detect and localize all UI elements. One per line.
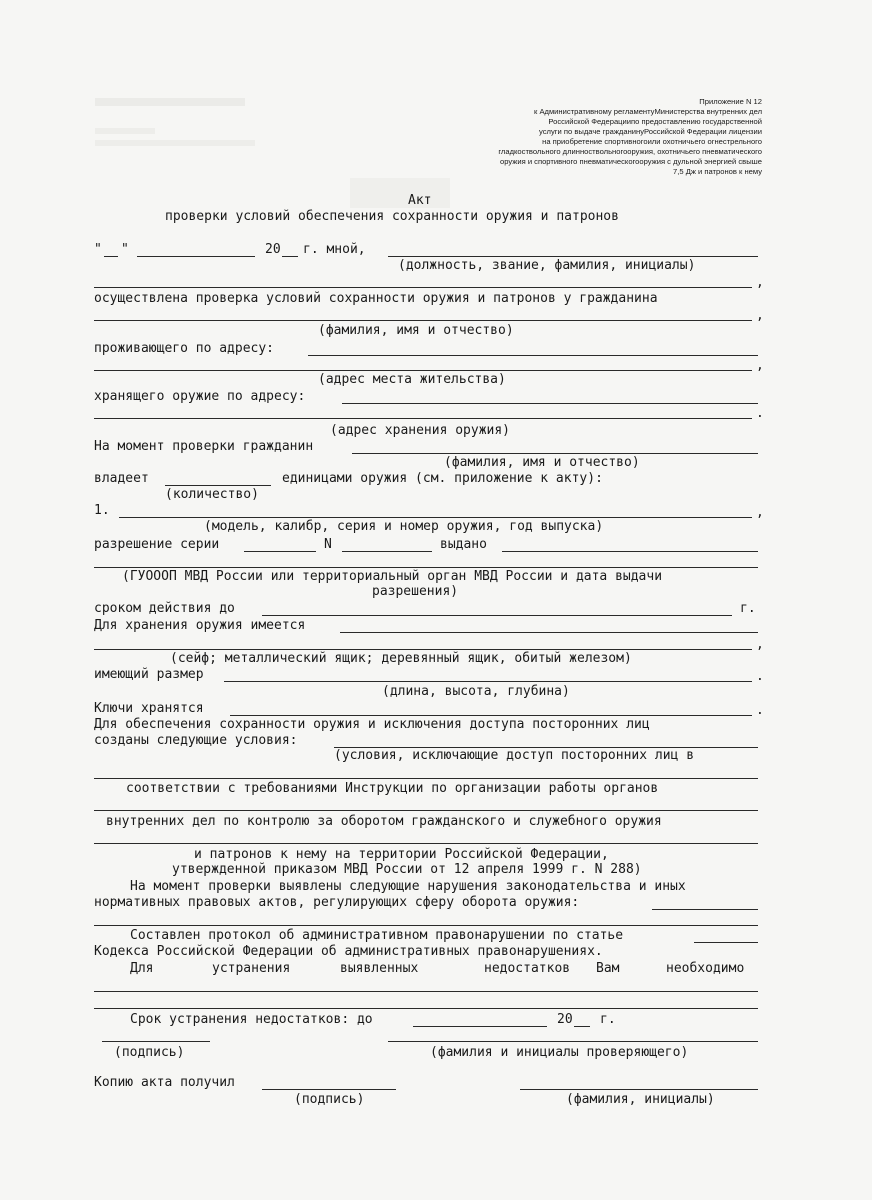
hint-conditions-5: утвержденной приказом МВД России от 12 апреля 1999 г. N 288) xyxy=(172,862,642,877)
owns-label: владеет xyxy=(94,471,149,486)
storage-address-field[interactable] xyxy=(342,403,758,404)
citizen-name-field[interactable] xyxy=(352,453,758,454)
comma-1: , xyxy=(756,275,764,290)
permit-series-label: разрешение серии xyxy=(94,537,220,552)
hint-conditions-2: соответствии с требованиями Инструкции по организации работы органов xyxy=(126,781,659,796)
deadline-year-prefix: 20 xyxy=(557,1012,573,1027)
residence-field[interactable] xyxy=(308,355,758,356)
conditions-field-2[interactable] xyxy=(94,778,758,779)
hint-signature-2: (подпись) xyxy=(294,1092,365,1107)
hint-issuer-1: (ГУОООП МВД России или территориальный орган МВД России и дата выдачи xyxy=(122,569,663,584)
permit-number-field[interactable] xyxy=(342,551,432,552)
hint-quantity: (количество) xyxy=(165,487,259,502)
deadline-label: Срок устранения недостатков: до xyxy=(130,1012,373,1027)
fix-field-1[interactable] xyxy=(94,991,758,992)
appendix-header xyxy=(452,97,762,177)
hint-conditions-3: внутренних дел по контролю за оборотом гражданского и служебного оружия xyxy=(106,814,662,829)
document-title: Акт xyxy=(408,193,432,208)
violations-field-cont[interactable] xyxy=(94,925,758,926)
appendix-line: Приложение N 12 xyxy=(699,97,762,106)
appendix-line: на приобретение спортивногоили охотничьего огнестрельного xyxy=(542,137,762,146)
issuer-field[interactable] xyxy=(502,551,758,552)
date-suffix: г. мной, xyxy=(303,242,366,257)
fix-word: Вам xyxy=(596,961,620,976)
fix-field-2[interactable] xyxy=(94,1008,758,1009)
security-line-2: созданы следующие условия: xyxy=(94,733,298,748)
violations-field[interactable] xyxy=(652,909,758,910)
hint-safe: (сейф; металлический ящик; деревянный ящик, обитый железом) xyxy=(170,651,632,666)
comma-2: , xyxy=(756,308,764,323)
hint-position: (должность, звание, фамилия, инициалы) xyxy=(398,258,696,273)
residence-field-cont[interactable] xyxy=(94,370,752,371)
bleed-through-stamp xyxy=(350,178,450,208)
appendix-line: 7,5 Дж и патронов к нему xyxy=(673,167,762,176)
hint-residence: (адрес места жительства) xyxy=(318,372,506,387)
fix-word: Для xyxy=(130,961,154,976)
deadline-date-field[interactable] xyxy=(413,1026,547,1027)
storing-address-label: хранящего оружие по адресу: xyxy=(94,389,306,404)
valid-until-field[interactable] xyxy=(262,615,732,616)
period-3: . xyxy=(756,703,764,718)
valid-until-year: г. xyxy=(740,601,756,616)
protocol-line-2: Кодекса Российской Федерации об административных правонарушениях. xyxy=(94,944,603,959)
day-field[interactable] xyxy=(104,256,118,257)
year-prefix: 20 xyxy=(265,242,281,257)
inspector-field-cont[interactable] xyxy=(94,287,752,288)
units-label: единицами оружия (см. приложение к акту): xyxy=(282,471,603,486)
appendix-line: Российской Федерациипо предоставлению государственной xyxy=(548,117,762,126)
period-2: . xyxy=(756,669,764,684)
at-moment-label: На момент проверки гражданин xyxy=(94,439,314,454)
hint-signature: (подпись) xyxy=(114,1045,185,1060)
recipient-signature-field[interactable] xyxy=(262,1089,396,1090)
hint-conditions-1: (условия, исключающие доступ посторонних лиц в xyxy=(334,748,695,763)
date-quote-close: " xyxy=(121,242,129,257)
hint-inspector: (фамилия и инициалы проверяющего) xyxy=(430,1045,689,1060)
having-size-label: имеющий размер xyxy=(94,667,204,682)
hint-fio-short: (фамилия, инициалы) xyxy=(566,1092,715,1107)
violations-line-1: На момент проверки выявлены следующие нарушения законодательства и иных xyxy=(130,879,686,894)
copy-received-label: Копию акта получил xyxy=(94,1075,235,1090)
appendix-line: гладкоствольного длинноствольногооружия, охотничьего пневматического xyxy=(498,147,762,156)
quantity-field[interactable] xyxy=(165,485,271,486)
comma-5: , xyxy=(756,637,764,652)
document-subtitle: проверки условий обеспечения сохранности оружия и патронов xyxy=(165,209,619,224)
signature-field[interactable] xyxy=(102,1041,210,1042)
weapon-field[interactable] xyxy=(119,517,752,518)
hint-fio2: (фамилия, имя и отчество) xyxy=(444,455,640,470)
appendix-line: к Административному регламентуМинистерства внутренних дел xyxy=(534,107,762,116)
keys-field[interactable] xyxy=(230,715,752,716)
item-1-label: 1. xyxy=(94,503,110,518)
permit-n-label: N xyxy=(324,537,332,552)
hint-conditions-4: и патронов к нему на территории Российской Федерации, xyxy=(194,847,609,862)
security-line-1: Для обеспечения сохранности оружия и исключения доступа посторонних лиц xyxy=(94,717,650,732)
size-field[interactable] xyxy=(224,681,752,682)
citizen-field[interactable] xyxy=(94,320,752,321)
inspector-name-field[interactable] xyxy=(388,1041,758,1042)
inspection-done-label: осуществлена проверка условий сохранности оружия и патронов у гражданина xyxy=(94,291,658,306)
hint-issuer-2: разрешения) xyxy=(372,584,459,599)
storage-type-field[interactable] xyxy=(340,632,758,633)
appendix-line: услуги по выдаче гражданинуРоссийской Федерации лицензии xyxy=(539,127,762,136)
recipient-name-field[interactable] xyxy=(520,1089,758,1090)
hint-fio: (фамилия, имя и отчество) xyxy=(318,323,514,338)
issuer-field-cont[interactable] xyxy=(94,567,758,568)
conditions-field-4[interactable] xyxy=(94,843,758,844)
valid-until-label: сроком действия до xyxy=(94,601,235,616)
month-field[interactable] xyxy=(137,256,255,257)
inspector-field[interactable] xyxy=(388,256,758,257)
year-field[interactable] xyxy=(282,256,298,257)
comma-3: , xyxy=(756,358,764,373)
fix-word: необходимо xyxy=(666,961,745,976)
protocol-line-1: Составлен протокол об административном правонарушении по статье xyxy=(130,928,624,943)
storage-type-field-cont[interactable] xyxy=(94,649,752,650)
storage-address-field-cont[interactable] xyxy=(94,418,752,419)
hint-storage: (адрес хранения оружия) xyxy=(330,423,511,438)
comma-4: , xyxy=(756,505,764,520)
conditions-field-3[interactable] xyxy=(94,810,758,811)
issued-label: выдано xyxy=(440,537,487,552)
keys-kept-label: Ключи хранятся xyxy=(94,701,204,716)
bleed-through-text xyxy=(95,98,265,158)
permit-series-field[interactable] xyxy=(244,551,316,552)
storage-has-label: Для хранения оружия имеется xyxy=(94,618,306,633)
appendix-line: оружия и спортивного пневматическогооружия с дульной энергией свыше xyxy=(500,157,762,166)
fix-word: устранения xyxy=(212,961,291,976)
article-field[interactable] xyxy=(694,942,758,943)
fix-word: выявленных xyxy=(340,961,419,976)
fix-word: недостатков xyxy=(484,961,571,976)
date-quote-open: " xyxy=(94,242,102,257)
violations-line-2: нормативных правовых актов, регулирующих сферу оборота оружия: xyxy=(94,895,580,910)
hint-model: (модель, калибр, серия и номер оружия, год выпуска) xyxy=(204,519,604,534)
deadline-year-field[interactable] xyxy=(574,1026,590,1027)
living-address-label: проживающего по адресу: xyxy=(94,341,275,356)
deadline-g: г. xyxy=(600,1012,616,1027)
period-1: . xyxy=(756,406,764,421)
hint-size: (длина, высота, глубина) xyxy=(382,684,570,699)
